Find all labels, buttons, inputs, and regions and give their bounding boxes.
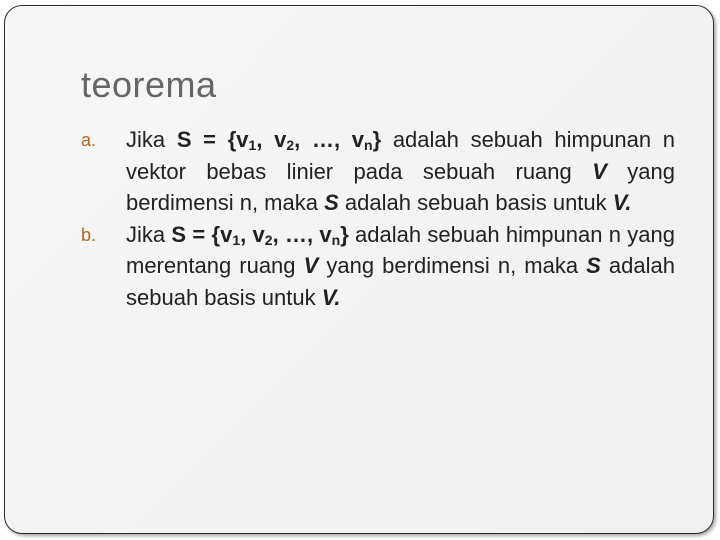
subscript-2: 2	[286, 137, 295, 153]
vector-v1: v	[236, 127, 249, 152]
ellipsis: , …,	[294, 127, 352, 152]
theorem-text-b	[126, 219, 675, 314]
item-marker-b: b.	[81, 224, 97, 245]
vector-vn: v	[319, 221, 332, 247]
text-body-3: adalah sebuah basis untuk	[126, 253, 675, 310]
subscript-1: 1	[248, 137, 257, 153]
set-symbol: S	[176, 127, 192, 152]
set-symbol-2: S	[324, 190, 339, 215]
set-equals: = {	[186, 221, 221, 247]
text-body-2: yang berdimensi n, maka	[126, 158, 675, 215]
subscript-n: n	[364, 137, 373, 153]
theorem-list	[81, 124, 675, 313]
text-body-1: adalah sebuah himpunan n yang merentang ruang	[126, 221, 675, 278]
theorem-item-a	[81, 124, 675, 219]
text-jika: Jika	[126, 221, 172, 247]
set-close: }	[372, 127, 382, 152]
vector-v1: v	[220, 221, 233, 247]
text-body-3: adalah sebuah basis untuk	[338, 190, 613, 215]
text-body-1: adalah sebuah himpunan n vektor bebas linier pada sebuah ruang	[126, 127, 675, 184]
text-body-2: yang berdimensi n, maka	[318, 253, 587, 278]
vector-v2: v	[252, 221, 265, 247]
space-symbol-2: V.	[321, 284, 341, 310]
separator: ,	[240, 221, 253, 247]
text-jika: Jika	[126, 127, 177, 152]
item-marker-a: a.	[81, 130, 97, 150]
slide-title: teorema	[81, 64, 217, 105]
subscript-2: 2	[264, 231, 273, 248]
vector-vn: v	[351, 127, 365, 152]
theorem-text-a	[126, 124, 675, 219]
set-close: }	[340, 221, 349, 247]
set-equals: = {	[191, 127, 237, 152]
space-symbol: V	[303, 253, 319, 278]
separator: ,	[256, 127, 275, 152]
vector-v2: v	[274, 127, 287, 152]
set-symbol-2: S	[586, 253, 601, 278]
set-symbol: S	[171, 221, 187, 247]
ellipsis: , …,	[272, 221, 320, 247]
slide-frame	[4, 5, 714, 534]
theorem-item-b	[81, 219, 675, 314]
subscript-1: 1	[232, 231, 241, 248]
space-symbol: V	[592, 158, 607, 184]
space-symbol-2: V.	[612, 190, 632, 215]
subscript-n: n	[331, 231, 341, 248]
